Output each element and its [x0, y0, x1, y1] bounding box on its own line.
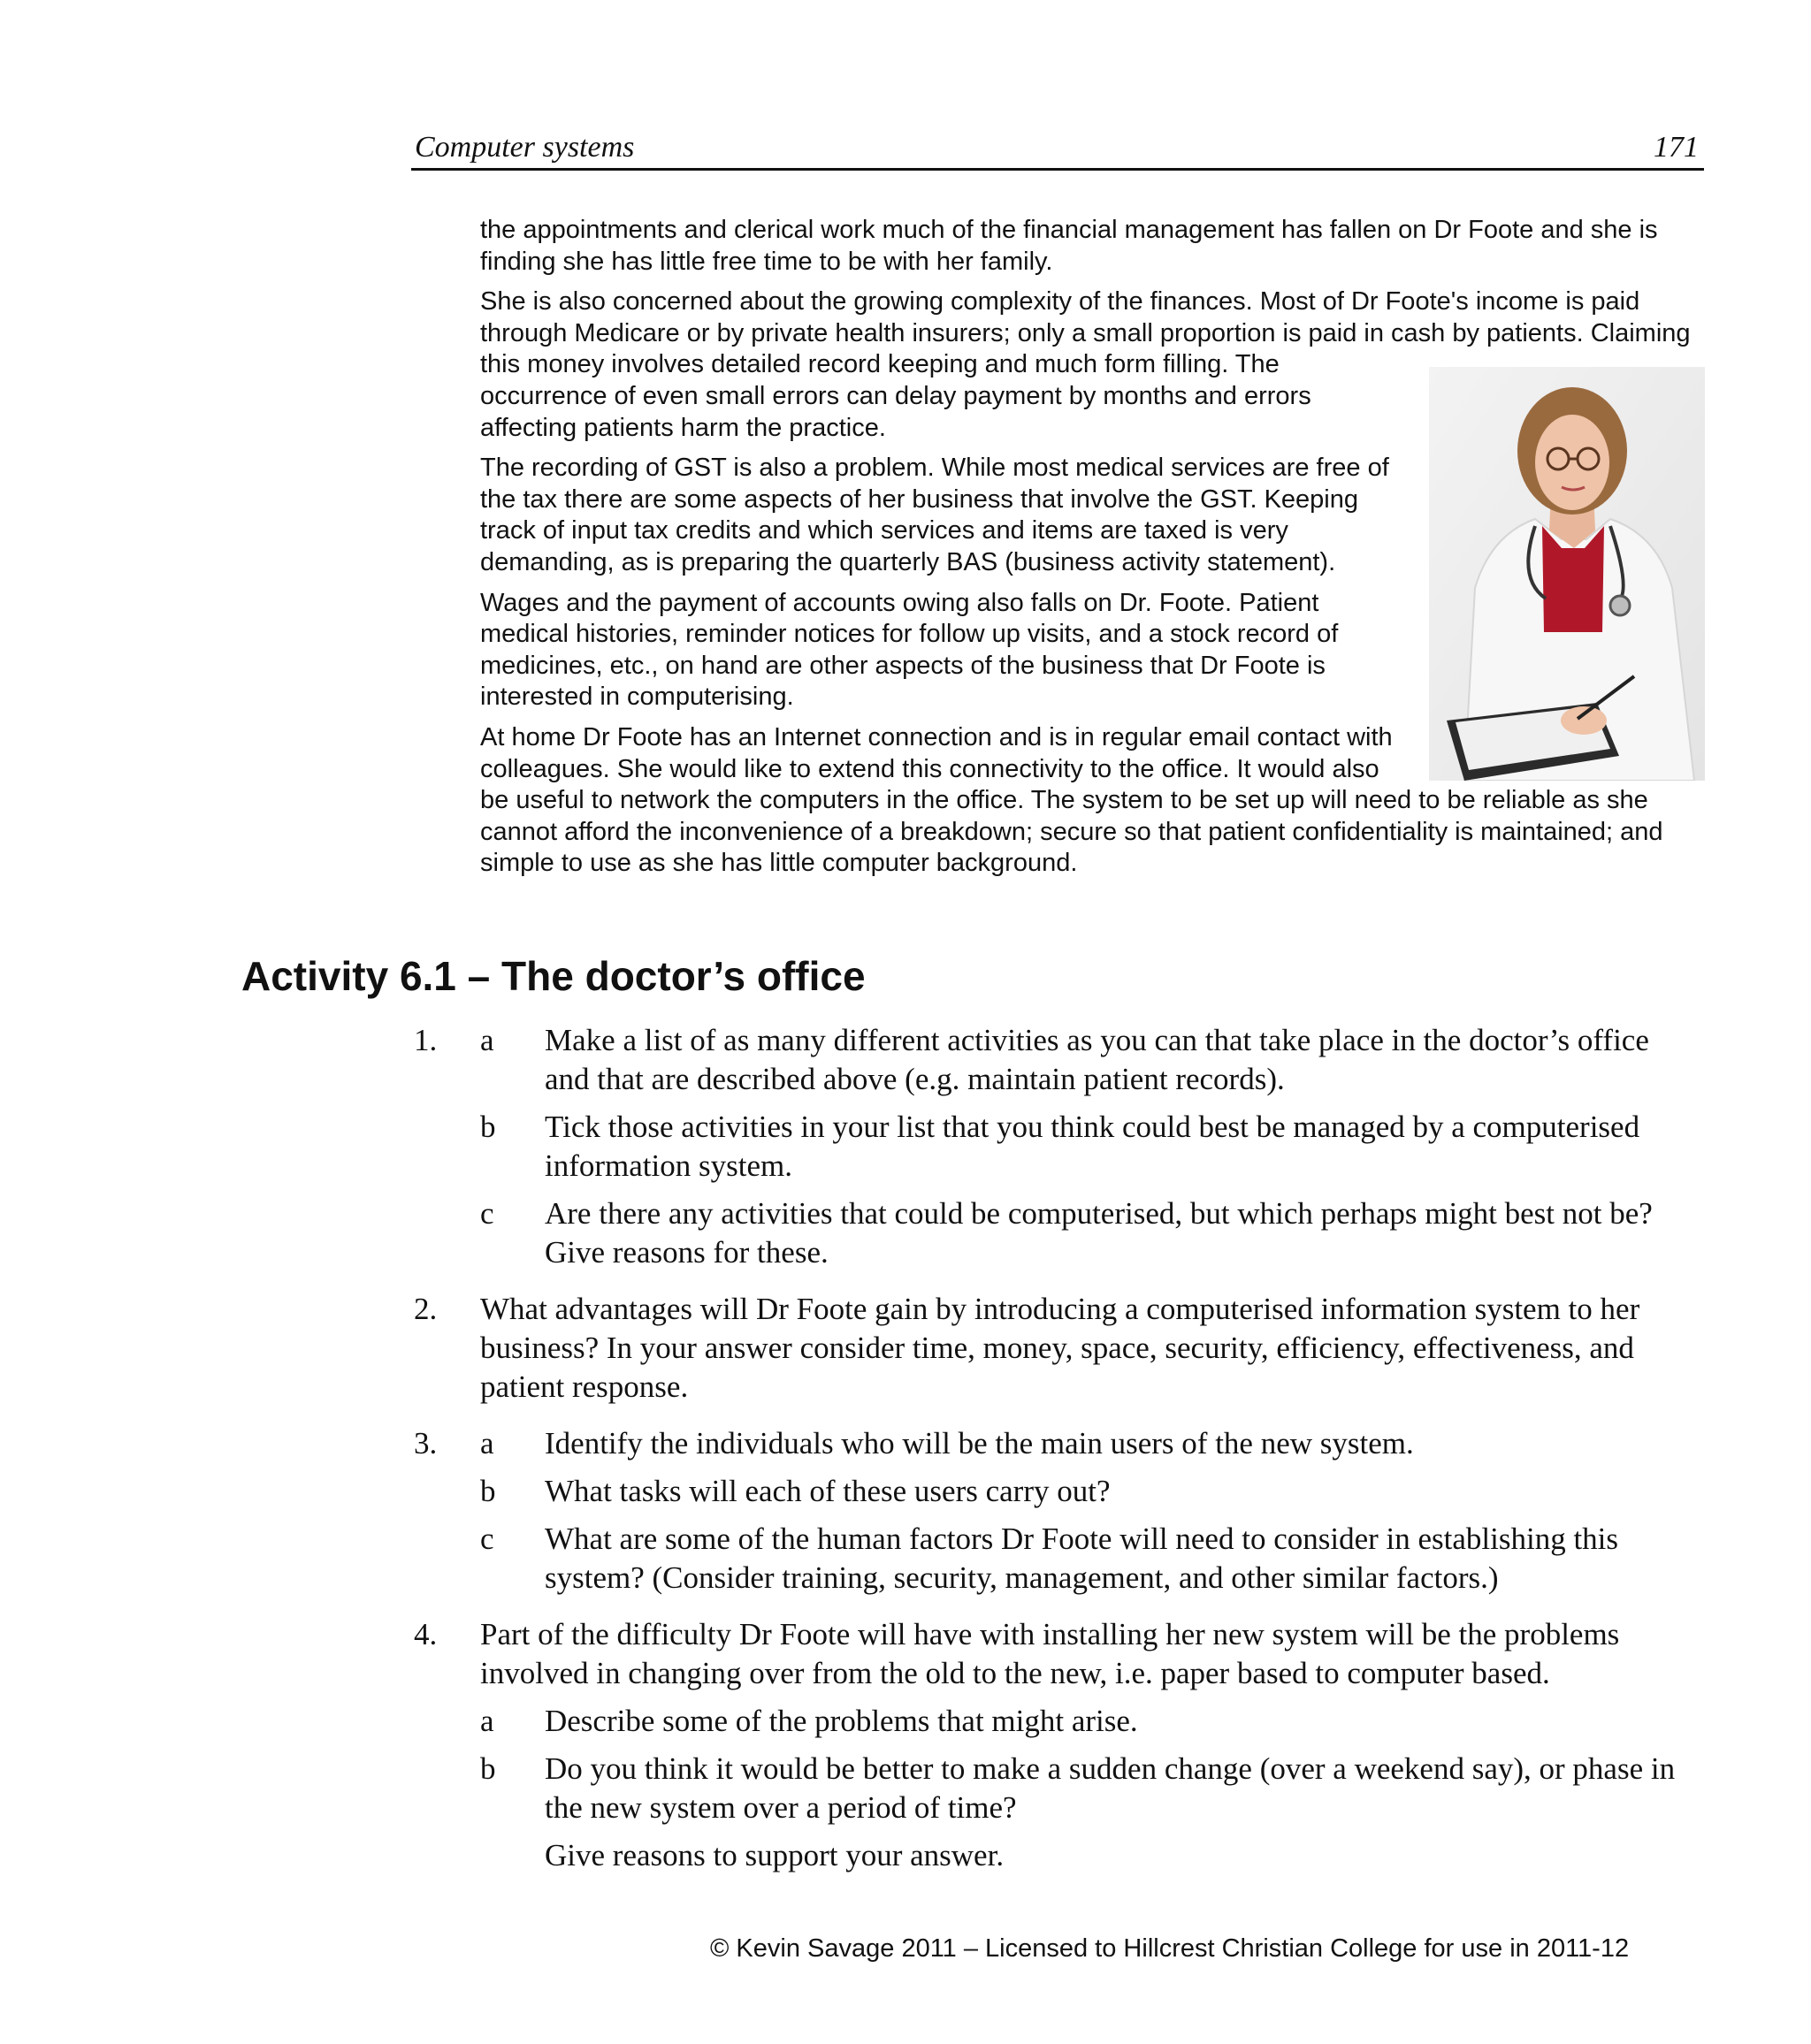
- part-text: Make a list of as many different activities as you can that take place in the doctor’s office and that are described above (e.g. maintain patient records).: [545, 1023, 1649, 1096]
- paragraph-1: the appointments and clerical work much of the financial management has fallen on Dr Foote and she is finding she has little free time to be with her family.: [480, 216, 1658, 276]
- question-text: What advantages will Dr Foote gain by introducing a computerised information system to her business? In your answer consider time, money, space, security, efficiency, effectiveness, and patient response.: [480, 1292, 1640, 1404]
- follow-up-text: Give reasons to support your answer.: [545, 1838, 1005, 1872]
- part-text: Are there any activities that could be computerised, but which perhaps might best not be? Give reasons for these.: [545, 1196, 1653, 1270]
- question-1: [0, 1021, 1811, 1272]
- question-part: [0, 1702, 1811, 1741]
- page-header: [411, 127, 1704, 171]
- activity-questions: [0, 1021, 1811, 1893]
- part-text: Identify the individuals who will be the main users of the new system.: [545, 1426, 1414, 1461]
- paragraph-2: She is also concerned about the growing complexity of the finances. Most of Dr Foote's income is paid through Medicare or by private health insurers; only a small proportion is paid in cash by patients. Claiming this money involves detailed record keeping and much form filling. The occurrence of even small errors can delay payment by months and errors affecting patients harm the practice.: [480, 287, 1691, 442]
- question-part: [0, 1750, 1811, 1827]
- question-3: [0, 1424, 1811, 1598]
- part-letter: a: [480, 1704, 494, 1738]
- question-number: 1.: [414, 1023, 438, 1057]
- activity-heading: Activity 6.1 – The doctor’s office: [241, 953, 866, 999]
- paragraph-5: At home Dr Foote has an Internet connection and is in regular email contact with colleagues. She would like to extend this connectivity to the office. It would also be useful to network the computers in the office. The system to be set up will need to be reliable as she cannot afford the inconvenience of a breakdown; secure so that patient confidentiality is maintained; and simple to use as she has little computer background.: [480, 722, 1663, 878]
- part-letter: b: [480, 1110, 496, 1144]
- part-letter: a: [480, 1023, 494, 1057]
- running-title: Computer systems: [415, 131, 635, 164]
- paragraph-4: Wages and the payment of accounts owing also falls on Dr. Foote. Patient medical histories, reminder notices for follow up visits, and a stock record of medicines, etc., on hand are other aspects of the business that Dr Foote is interested in computerising.: [480, 588, 1339, 712]
- question-4: [0, 1615, 1811, 1875]
- case-study-text: [480, 215, 1705, 889]
- part-letter: b: [480, 1751, 496, 1786]
- question-part: [0, 1424, 1811, 1463]
- question-part: [0, 1194, 1811, 1272]
- part-text: What tasks will each of these users carry out?: [545, 1474, 1111, 1508]
- part-text: Tick those activities in your list that you think could best be managed by a computerised information system.: [545, 1110, 1640, 1183]
- question-part: [0, 1520, 1811, 1598]
- question-part: [0, 1021, 1811, 1099]
- part-letter: a: [480, 1426, 494, 1461]
- question-number: 3.: [414, 1426, 438, 1461]
- question-text: Part of the difficulty Dr Foote will have with installing her new system will be the problems involved in changing over from the old to the new, i.e. paper based to computer based.: [480, 1617, 1620, 1690]
- question-part: [0, 1472, 1811, 1511]
- part-text: Do you think it would be better to make a sudden change (over a weekend say), or phase in the new system over a period of time?: [545, 1751, 1676, 1825]
- part-letter: c: [480, 1522, 494, 1556]
- question-number: 2.: [414, 1292, 438, 1326]
- part-text: Describe some of the problems that might arise.: [545, 1704, 1138, 1738]
- part-letter: b: [480, 1474, 496, 1508]
- paragraph-3: The recording of GST is also a problem. While most medical services are free of the tax there are some aspects of her business that involve the GST. Keeping track of input tax credits and which services and items are taxed is very demanding, as is preparing the quarterly BAS (business activity statement).: [480, 454, 1389, 576]
- doctor-illustration: [1429, 367, 1705, 781]
- question-2: [0, 1290, 1811, 1407]
- question-number: 4.: [414, 1617, 438, 1651]
- question-part: [0, 1108, 1811, 1186]
- page-number: 171: [1654, 131, 1699, 164]
- doctor-photo: [1413, 367, 1705, 781]
- part-text: What are some of the human factors Dr Foote will need to consider in establishing this system? (Consider training, security, management, and other similar factors.): [545, 1522, 1619, 1595]
- copyright-footer: © Kevin Savage 2011 – Licensed to Hillcrest Christian College for use in 2011-12: [710, 1934, 1630, 1963]
- part-letter: c: [480, 1196, 494, 1231]
